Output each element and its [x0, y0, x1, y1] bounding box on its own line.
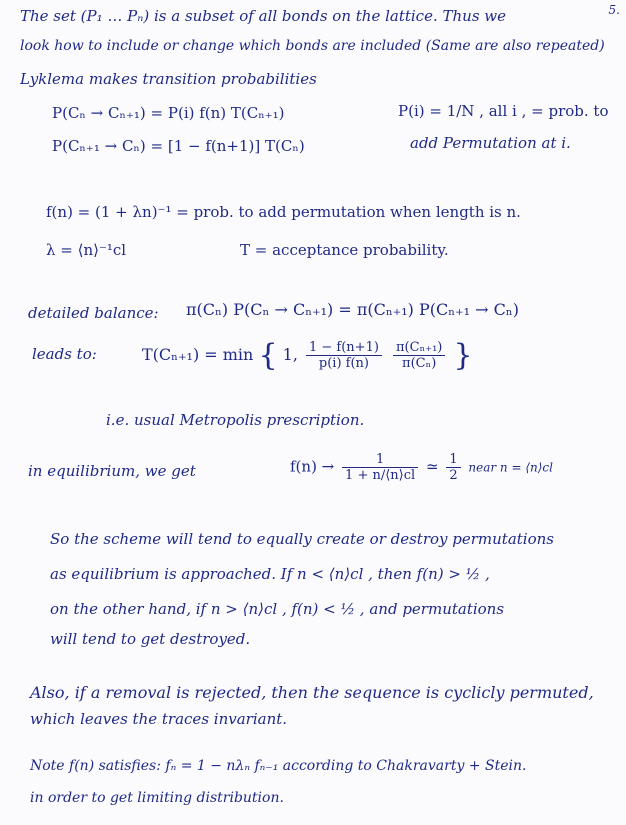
note-line-2: in order to get limiting distribution.: [30, 790, 284, 806]
equilibrium-fn: f(n) →: [290, 457, 335, 476]
note-line-1: Note f(n) satisfies: fₙ = 1 − nλₙ fₙ₋₁ according to Chakravarty + Stein.: [30, 758, 527, 774]
close-brace: }: [453, 338, 473, 373]
fraction-2-numerator: π(Cₙ₊₁): [393, 340, 445, 356]
fraction-2-denominator: π(Cₙ): [402, 356, 437, 371]
approx-sign: ≃: [425, 457, 439, 476]
transition-prob-forward: P(Cₙ → Cₙ₊₁) = P(i) f(n) T(Cₙ₊₁): [52, 104, 285, 122]
detailed-balance-label: detailed balance:: [28, 304, 159, 322]
intro-line-2: look how to include or change which bonds are included (Same are also repeated): [20, 38, 605, 54]
scheme-line-2: as equilibrium is approached. If n < ⟨n⟩cl , then f(n) > ½ ,: [50, 565, 490, 583]
half-denominator: 2: [449, 468, 458, 483]
near-condition: near n = ⟨n⟩cl: [468, 460, 553, 475]
removal-line-1: Also, if a removal is rejected, then the sequence is cyclicly permuted,: [30, 683, 594, 702]
half-fraction: [446, 452, 460, 483]
equilibrium-label: in equilibrium, we get: [28, 462, 196, 480]
equilibrium-denominator: 1 + n/⟨n⟩cl: [345, 468, 416, 483]
acceptance-definition: T = acceptance probability.: [240, 241, 449, 259]
p-of-i-definition-2: add Permutation at i.: [410, 134, 571, 152]
detailed-balance-equation: π(Cₙ) P(Cₙ → Cₙ₊₁) = π(Cₙ₊₁) P(Cₙ₊₁ → Cₙ): [186, 300, 519, 319]
acceptance-rule-one: 1,: [282, 345, 298, 364]
equilibrium-numerator: 1: [342, 452, 418, 468]
equilibrium-equation: [290, 452, 553, 483]
leads-to-label: leads to:: [32, 345, 97, 363]
fraction-1-denominator: p(i) f(n): [318, 356, 369, 371]
fraction-2: [393, 340, 445, 371]
page-number: 5.: [608, 3, 620, 17]
intro-line-3: Lyklema makes transition probabilities: [20, 70, 317, 88]
scheme-line-1: So the scheme will tend to equally create or destroy permutations: [50, 530, 554, 548]
transition-prob-backward: P(Cₙ₊₁ → Cₙ) = [1 − f(n+1)] T(Cₙ): [52, 137, 305, 155]
f-of-n-definition: f(n) = (1 + λn)⁻¹ = prob. to add permutation when length is n.: [46, 203, 521, 221]
open-brace: {: [258, 338, 278, 373]
metropolis-line: i.e. usual Metropolis prescription.: [106, 411, 365, 429]
half-numerator: 1: [446, 452, 460, 468]
fraction-1-numerator: 1 − f(n+1): [306, 340, 382, 356]
scheme-line-3: on the other hand, if n > ⟨n⟩cl , f(n) < ½ , and permutations: [50, 600, 505, 618]
scheme-line-4: will tend to get destroyed.: [50, 630, 251, 648]
removal-line-2: which leaves the traces invariant.: [30, 710, 288, 728]
fraction-1: [306, 340, 382, 371]
acceptance-rule-lhs: T(Cₙ₊₁) = min: [142, 345, 254, 364]
equilibrium-fraction: [342, 452, 418, 483]
p-of-i-definition: P(i) = 1/N , all i , = prob. to: [398, 102, 609, 120]
acceptance-rule-equation: [142, 338, 473, 373]
lambda-definition: λ = ⟨n⟩⁻¹cl: [46, 241, 127, 259]
intro-line-1: The set (P₁ … Pₙ) is a subset of all bonds on the lattice. Thus we: [20, 7, 506, 25]
